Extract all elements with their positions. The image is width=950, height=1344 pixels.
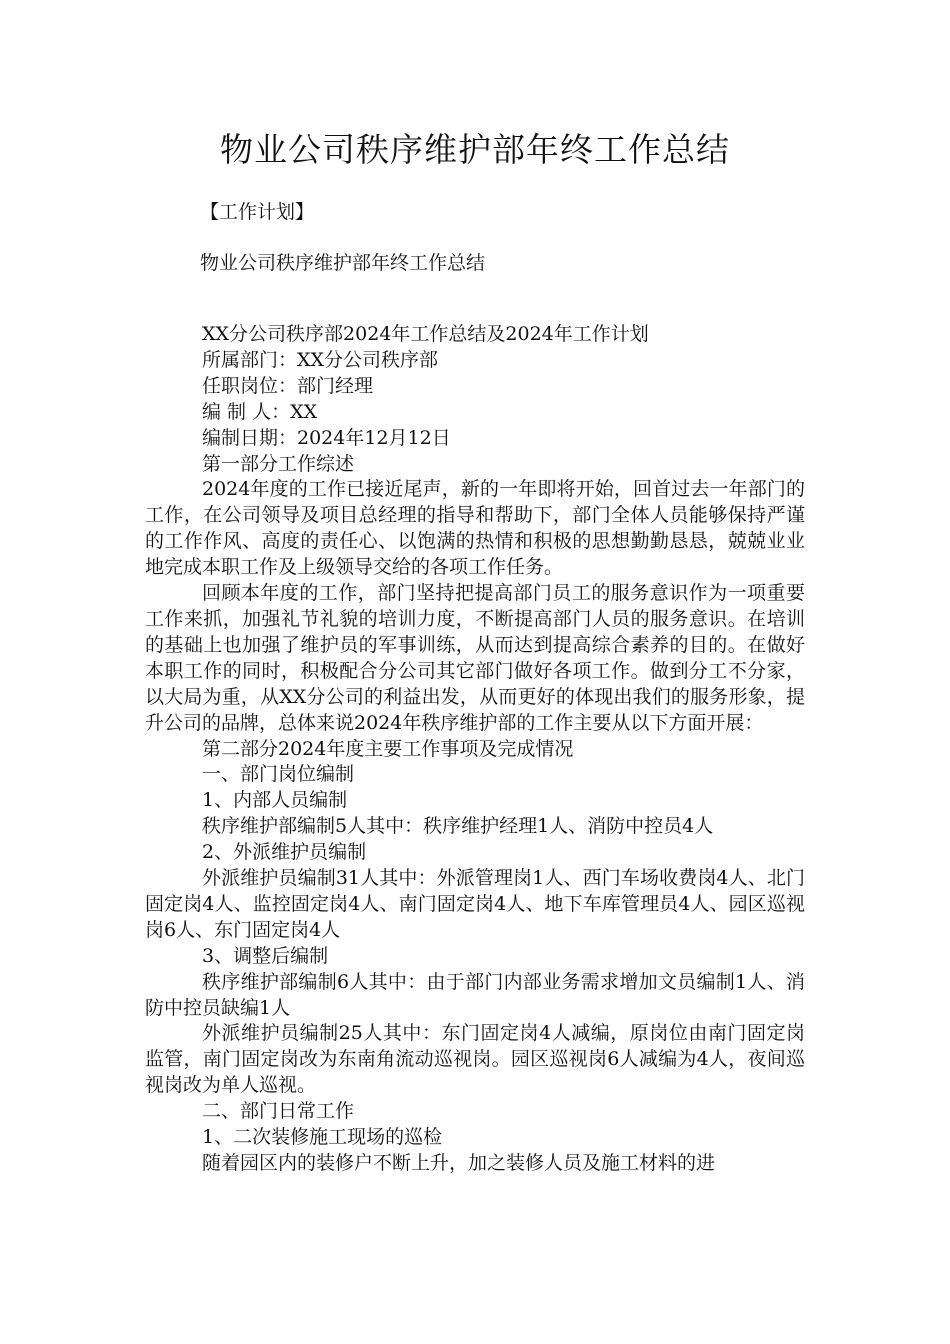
document-title: 物业公司秩序维护部年终工作总结 — [220, 130, 730, 169]
category-tag: 【工作计划】 — [200, 201, 315, 223]
body-line: 任职岗位：部门经理 — [202, 374, 374, 397]
body-paragraph: 外派维护员编制31人其中：外派管理岗1人、西门车场收费岗4人、北门固定岗4人、监控固定岗4人、南门固定岗4人、地下车库管理员4人、园区巡视岗6人、东门固定岗4人 — [145, 867, 805, 941]
body-line: 2、外派维护员编制 — [202, 841, 367, 864]
document-subtitle: 物业公司秩序维护部年终工作总结 — [200, 252, 486, 274]
body-paragraph: 随着园区内的装修户不断上升，加之装修人员及施工材料的进 — [202, 1152, 716, 1174]
body-line: 1、内部人员编制 — [202, 789, 348, 812]
body-line: 编 制 人：XX — [202, 400, 318, 423]
body-line: 1、二次装修施工现场的巡检 — [202, 1126, 443, 1149]
body-line: 二、部门日常工作 — [202, 1100, 355, 1123]
body-paragraph: 2024年度的工作已接近尾声，新的一年即将开始，回首过去一年部门的工作，在公司领导及项目总经理的指导和帮助下，部门全体人员能够保持严谨的工作作风、高度的责任心、以饱满的热情和积极的思想勤勤恳恳，兢兢业业地完成本职工作及上级领导交给的各项工作任务。 — [145, 478, 805, 579]
body-line: 所属部门：XX分公司秩序部 — [202, 348, 439, 371]
document-body — [145, 322, 805, 1177]
body-line: 第二部分2024年度主要工作事项及完成情况 — [202, 737, 574, 760]
body-paragraph: 外派维护员编制25人其中：东门固定岗4人减编，原岗位由南门固定岗监管，南门固定岗改为东南角流动巡视岗。园区巡视岗6人减编为4人，夜间巡视岗改为单人巡视。 — [145, 1022, 805, 1097]
body-line: 一、部门岗位编制 — [202, 763, 355, 786]
body-line: 3、调整后编制 — [202, 944, 329, 967]
body-paragraph: 回顾本年度的工作，部门坚持把提高部门员工的服务意识作为一项重要工作来抓，加强礼节礼貌的培训力度，不断提高部门人员的服务意识。在培训的基础上也加强了维护员的军事训练，从而达到提高综合素养的目的。在做好本职工作的同时，积极配合分公司其它部门做好各项工作。做到分工不分家，以大局为重，从XX分公司的利益出发，从而更好的体现出我们的服务形象，提升公司的品牌，总体来说2024年秩序维护部的工作主要从以下方面开展： — [145, 582, 805, 734]
body-paragraph: 秩序维护部编制6人其中：由于部门内部业务需求增加文员编制1人、消防中控员缺编1人 — [145, 970, 805, 1019]
body-line: 编制日期：2024年12月12日 — [202, 426, 451, 449]
body-line: XX分公司秩序部2024年工作总结及2024年工作计划 — [202, 323, 649, 345]
body-line: 第一部分工作综述 — [202, 452, 355, 475]
body-paragraph: 秩序维护部编制5人其中：秩序维护经理1人、消防中控员4人 — [202, 815, 714, 838]
